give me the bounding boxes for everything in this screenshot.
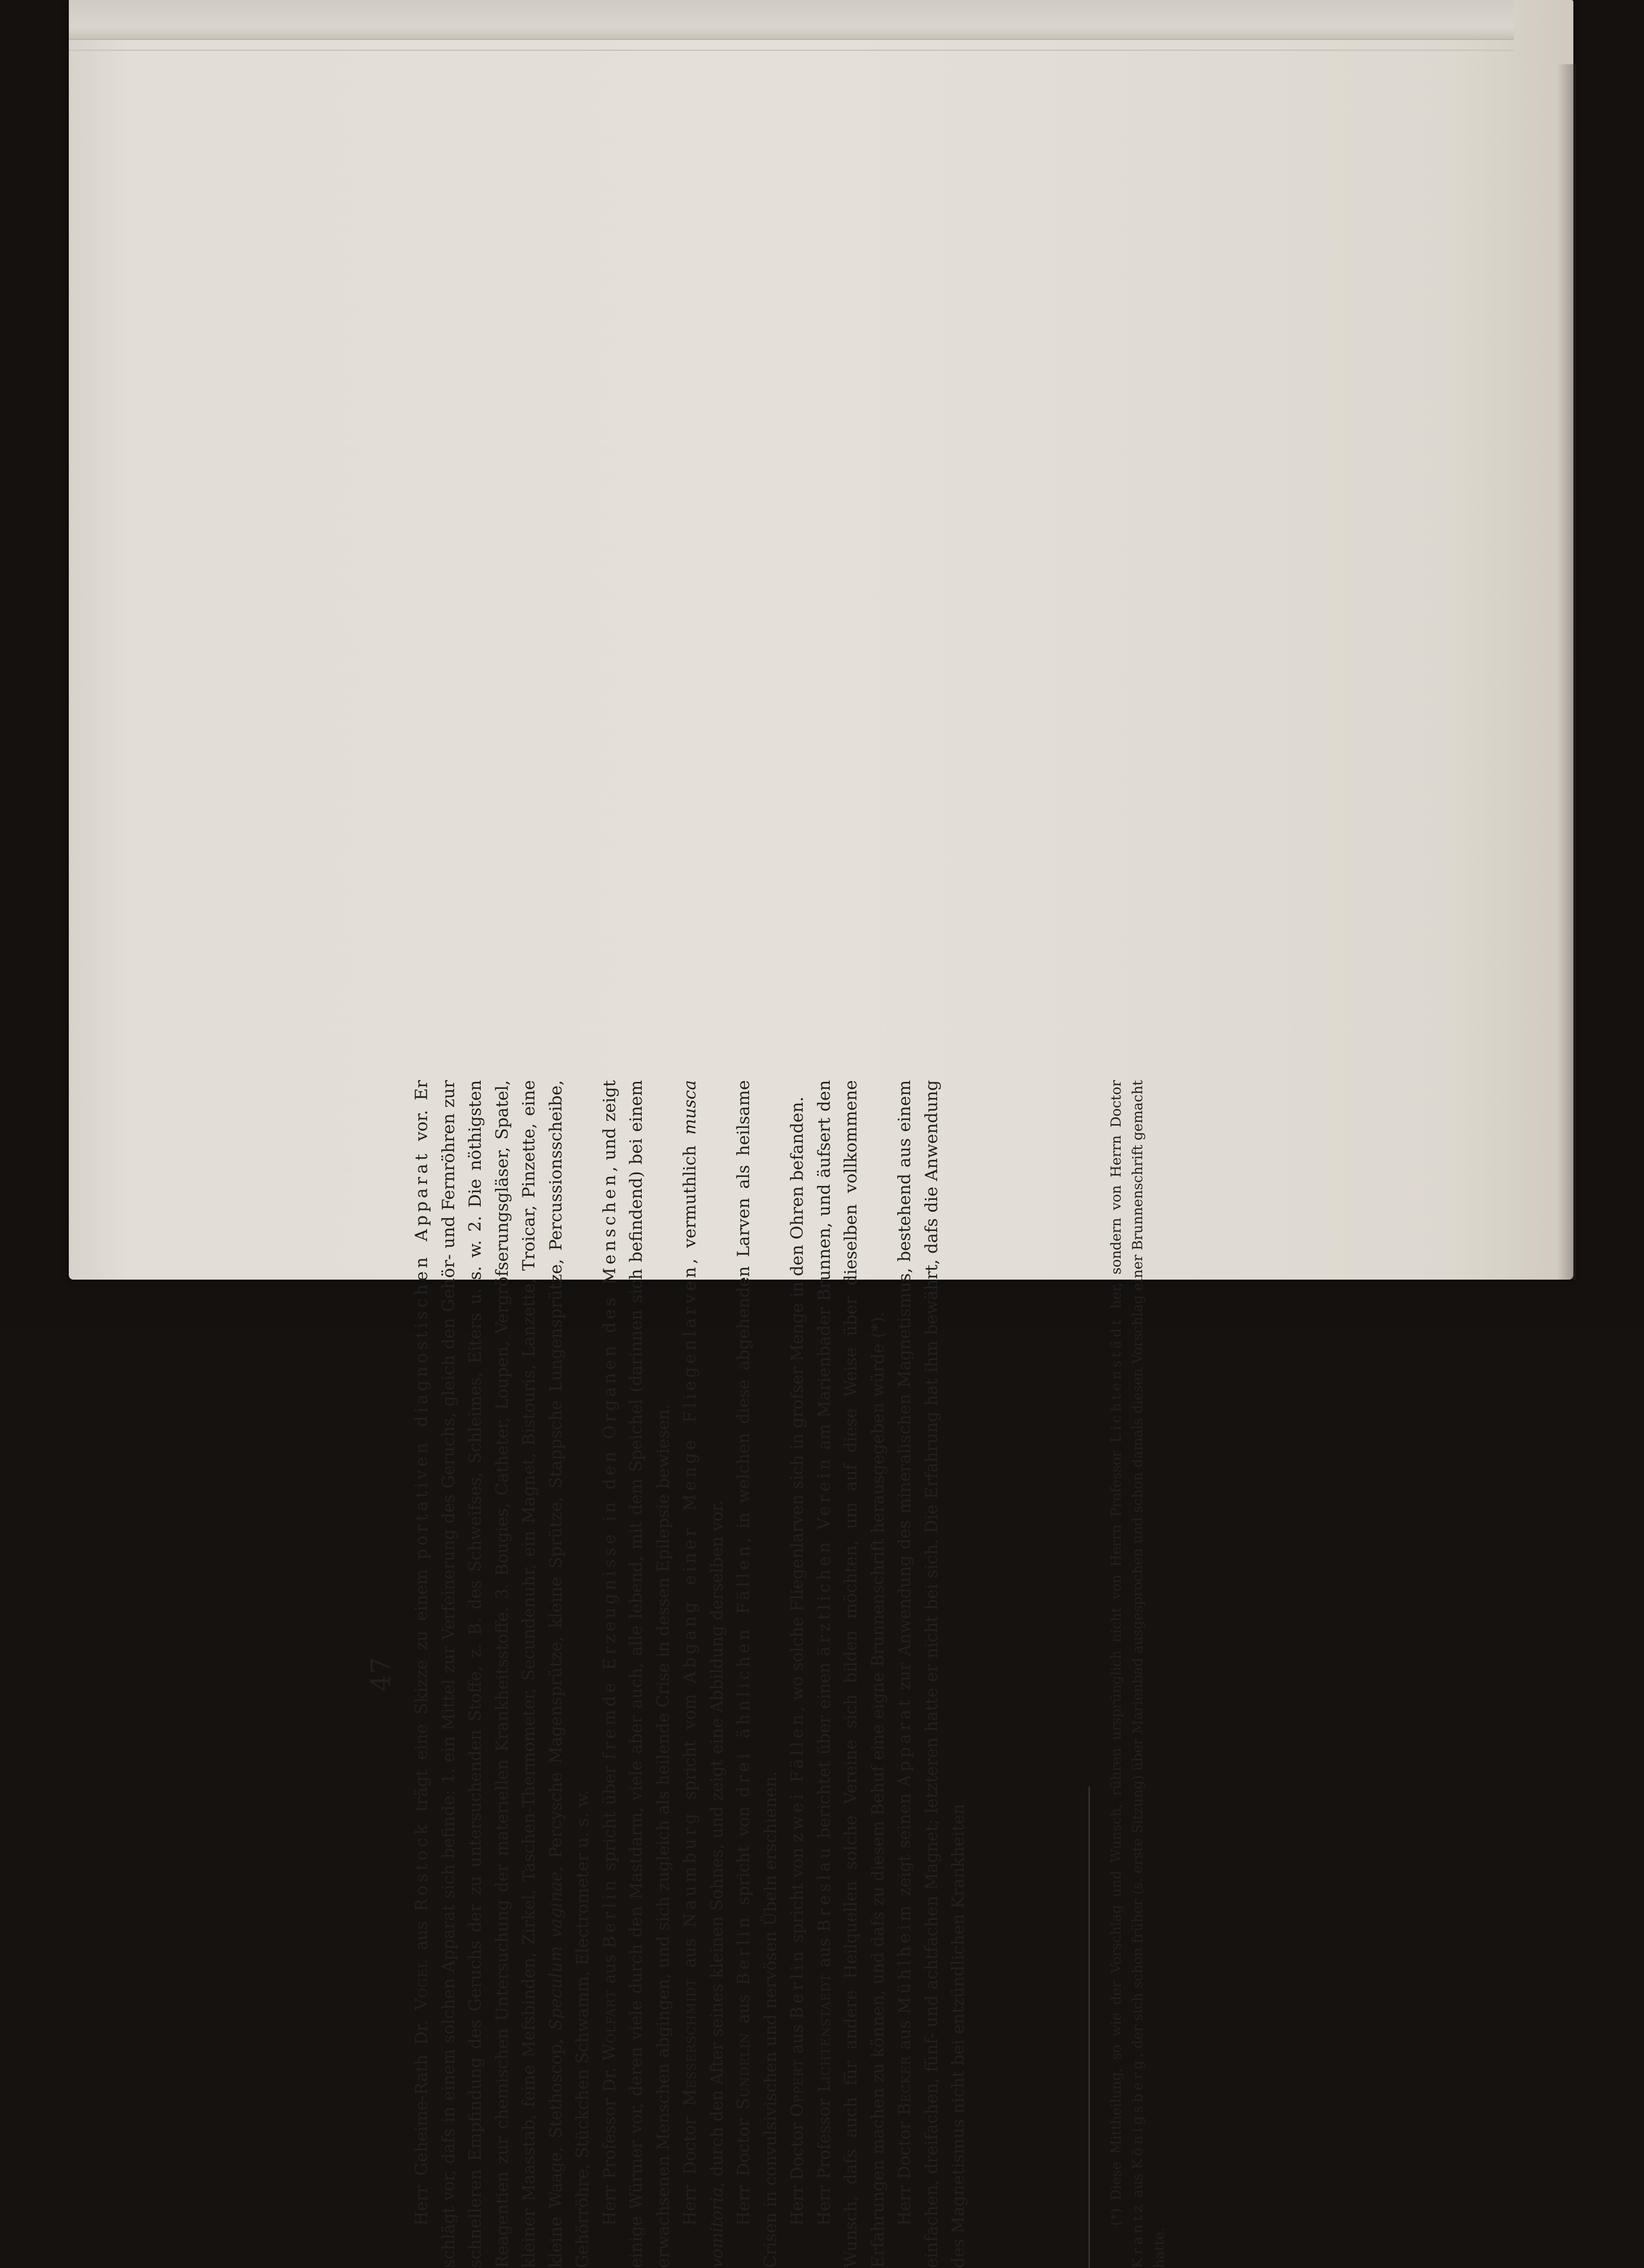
person-name: Sundelin <box>733 2032 753 2110</box>
paragraph <box>891 1080 972 2268</box>
spaced-emphasis: Mühlheim <box>894 1902 914 2014</box>
footnote-separator <box>1089 1786 1090 2268</box>
person-name: Becker <box>894 2056 914 2115</box>
spaced-emphasis: Berlin <box>787 1948 807 2019</box>
text-run: , Percysche Magensprütze, kleine Sprütze, Stappsche Lungensprütze, Percussionsscheibe, Gehörröhre, Stückchen Schwamm, Electrometer u. s. w. <box>545 1080 592 2268</box>
previous-page-edge <box>69 0 1514 40</box>
spaced-emphasis: Apparat <box>894 1696 914 1787</box>
text-run: aus <box>1130 2169 1146 2202</box>
text-run: , der sich schon früher (s. erste Sitzung) über Marienbad ausgesprochen und schon damals diesen Vorschlag einer Brunnenschrift gemacht hatte. <box>1130 1080 1167 2268</box>
text-run: Herr Geheime-Rath Dr. <box>411 2010 431 2226</box>
spaced-emphasis: fremde Erzeugnisse in den Organen des Menschen <box>599 1171 619 1760</box>
paragraph <box>677 1080 730 2268</box>
text-run: Herr Doctor <box>733 2109 753 2226</box>
text-run: aus <box>733 1985 753 2033</box>
text-block-inner <box>365 1080 1291 2268</box>
italic-term: Speculum vaginae <box>545 1871 566 2030</box>
spaced-emphasis: portativen diagnostischen Apparat <box>411 1150 431 1560</box>
page-number: 47 <box>365 1657 396 1691</box>
spaced-emphasis: Krantz <box>1130 2202 1146 2268</box>
text-run: spricht über <box>599 1759 619 1877</box>
paragraph <box>784 1080 811 2268</box>
spaced-emphasis: Rostock <box>411 1821 431 1912</box>
spaced-emphasis: Breslau <box>814 1844 834 1932</box>
text-run: , durch den After seines kleinen Sohnes, und zeigt eine Abbildung derselben vor. <box>706 1500 727 2187</box>
text-run: aus <box>680 1927 700 1979</box>
text-run: aus <box>814 1932 834 1974</box>
rotated-text-block <box>365 1080 1291 2268</box>
paragraph <box>811 1080 892 2268</box>
spaced-emphasis: Naumburg <box>680 1810 700 1928</box>
text-run: berichtet über einen <box>814 1656 834 1845</box>
spaced-emphasis: Königsberg <box>1130 2057 1146 2169</box>
footnote-paragraph <box>1105 1080 1170 2268</box>
text-run: , wo solche Fliegenlarven sich in grofser Menge in den Ohren befanden. <box>787 1096 807 1712</box>
person-name: Wolfart <box>599 1990 619 2061</box>
text-run: spricht vom <box>680 1683 700 1811</box>
text-run: spricht von <box>787 1842 807 1948</box>
italic-term: musca vomitoria <box>680 1080 727 2268</box>
spaced-emphasis: ärztlichen Verein <box>814 1456 834 1657</box>
paragraph <box>596 1080 677 2268</box>
text-run: (*) Diese Mittheilung, so wie der Vorschlag und Wunsch, rühren ursprünglich nicht von Herrn Professor <box>1108 1442 1124 2226</box>
page-fold-line <box>69 50 1514 51</box>
spaced-emphasis: zwei Fällen <box>787 1711 807 1842</box>
text-run: Herr Doctor <box>680 2106 700 2226</box>
person-name: Vogel <box>411 1960 431 2011</box>
spaced-emphasis: Abgang einer Menge Fliegenlarven <box>680 1264 700 1684</box>
text-run: Herr Doctor <box>894 2115 914 2226</box>
main-text <box>408 1080 972 2268</box>
text-run: aus <box>599 1948 619 1991</box>
paragraph <box>408 1080 596 2268</box>
text-run: Herr Professor Dr. <box>599 2061 619 2226</box>
text-run: trägt eine Skizze zu einem <box>411 1559 431 1821</box>
text-run: aus <box>411 1911 431 1960</box>
text-run: vor. Er schlägt vor, dafs in einem solchen Apparat sich befinde: 1. ein Mittel zur Verfeinerung des Geruchs, gleich den Gehör- und Fernröhren zur schnelleren Empfindung des Geruchs der zu untersuchenden Stoffe, z. B. des Schweifses, Schleimes, Eiters u. s. w. 2. Die nöthigsten Reagentien zur chemischen Untersuchung der materiellen Krankheitsstoffe. 3. Bougies, Catheter, Loupen, Vergröfserungsgläser, Spatel, kleiner Maasstab, feine Mefsbinden, Zirkel, Taschen-Thermometer, Secundenuhr, ein Magnet, Bistouris, Lanzette, Troicar, Pinzette, eine kleine Waage, Stethoscop, <box>411 1080 566 2268</box>
text-run: am Marienbader Brunnen, und äufsert den Wunsch, dafs auch für andere Heilquellen solche Vereine sich bilden möchten, um auf diese Weise über dieselben vollkommene Erfahrungen machen zu können, und dafs zu diesem Behuf eine eigne Brunnenschrift herausgegeben würde (*). <box>814 1080 888 2268</box>
page-edge-shadow <box>1557 64 1576 1280</box>
text-run: zeigt seinen <box>894 1787 914 1902</box>
person-name: Lichtenstaedt <box>814 1974 834 2092</box>
person-name: Oppert <box>787 2059 807 2117</box>
text-run: aus <box>787 2019 807 2059</box>
text-run: zur Anwendung des mineralischen Magnetismus, bestehend aus einem einfachen, dreifachen, fünf- und achtfachen Magnet; letzteren hatte er nicht bei sich. Die Erfahrung hat ihm bewährt, dafs die Anwendung des Magnetismus nicht bei entzündlichen Krankheiten <box>894 1080 968 2268</box>
text-run: Herr Doctor <box>787 2117 807 2226</box>
paragraph <box>730 1080 784 2268</box>
person-name: Messerschmidt <box>680 1978 700 2107</box>
spaced-emphasis: Lichtenstädt <box>1108 1316 1124 1443</box>
text-run: spricht von <box>733 1797 753 1914</box>
text-run: Herr Professor <box>814 2092 834 2226</box>
text-run: aus <box>894 2014 914 2056</box>
text-run: , vermuthlich <box>680 1135 700 1264</box>
spaced-emphasis: Berlin <box>733 1914 753 1985</box>
spaced-emphasis: Berlin <box>599 1877 619 1948</box>
footnote <box>1105 1080 1170 2268</box>
text-run: , und zeigt einige Würmer vor, deren viele durch den Mastdarm, viele aber auch, alle lebend, mit dem Speichel (darinnen sich befindend) bei einem erwachsenen Menschen abgingen, und sich zugleich als heilende Crise in dessen Epilepsie bewiesen. <box>599 1080 673 2268</box>
text-run: her, sondern von Herrn Doctor <box>1108 1080 1124 1317</box>
text-run: , in welchen diese abgehenden Larven als heilsame Crisen in convulsivischen und nervösen Übeln erschienen. <box>733 1080 780 2268</box>
spaced-emphasis: drei ähnlichen Fällen <box>733 1542 753 1797</box>
